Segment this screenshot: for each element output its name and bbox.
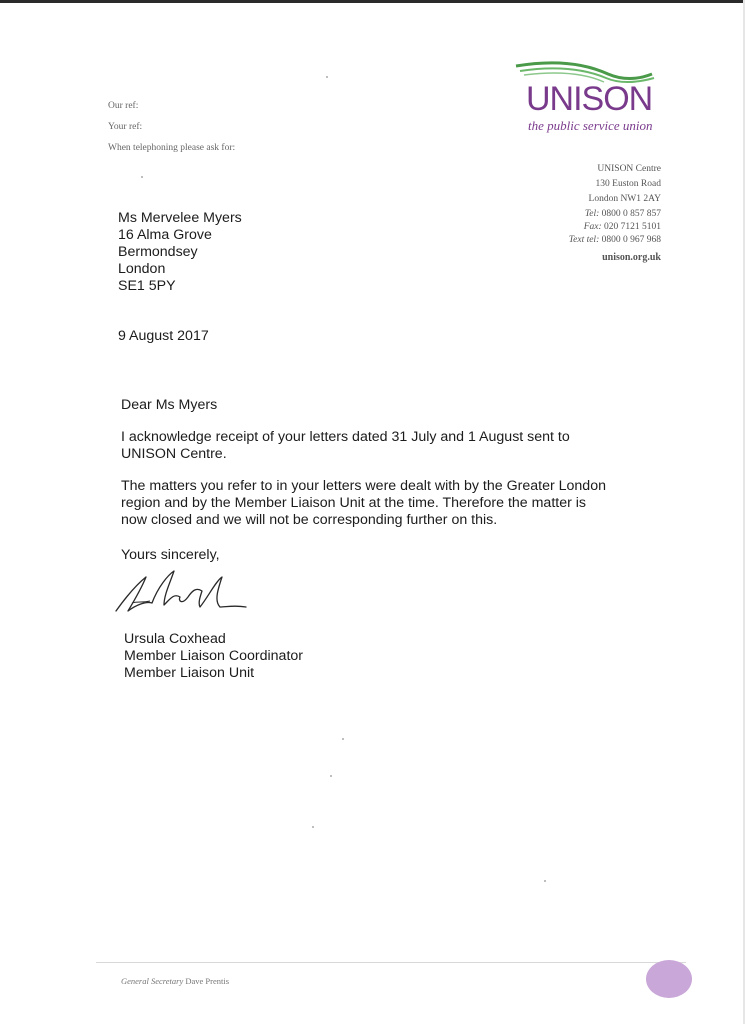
fax-label: Fax: <box>583 222 602 232</box>
general-secretary-label: General Secretary <box>121 976 184 986</box>
general-secretary-name: Dave Prentis <box>185 976 230 986</box>
fax-line <box>569 221 661 234</box>
recipient-line: Bermondsey <box>118 244 198 260</box>
tel-line <box>569 208 661 221</box>
logo-wordmark: UNISON <box>526 80 653 118</box>
text-tel-label: Text tel: <box>568 235 600 245</box>
footer-divider <box>96 962 686 963</box>
footer-general-secretary <box>121 976 229 986</box>
recipient-postcode: SE1 5PY <box>118 278 176 294</box>
your-ref-label: Your ref: <box>108 122 143 132</box>
text-tel-number: 0800 0 967 968 <box>601 235 661 245</box>
recipient-address <box>118 210 242 295</box>
recipient-line: London <box>118 261 166 277</box>
scan-speck <box>141 176 143 178</box>
signatory-name: Ursula Coxhead <box>124 631 226 647</box>
body-paragraph-1 <box>121 429 621 463</box>
sender-address <box>589 162 661 207</box>
signatory-title: Member Liaison Coordinator <box>124 648 304 664</box>
body-line: I acknowledge receipt of your letters dated 31 July and 1 August sent to <box>121 429 570 445</box>
signatory-block <box>124 631 303 682</box>
body-line: region and by the Member Liaison Unit at the time. Therefore the matter is <box>121 495 587 511</box>
reference-block <box>108 96 235 159</box>
sender-contact <box>569 208 661 247</box>
salutation: Dear Ms Myers <box>121 397 218 413</box>
scan-speck <box>330 775 332 777</box>
scan-speck <box>326 76 328 78</box>
recipient-name: Ms Mervelee Myers <box>118 210 242 226</box>
sender-address-line: 130 Euston Road <box>595 179 661 189</box>
sender-address-line: London NW1 2AY <box>588 194 661 204</box>
handwritten-signature <box>112 567 252 621</box>
scan-edge-top <box>0 0 745 3</box>
closing: Yours sincerely, <box>121 547 220 563</box>
unison-logo <box>512 58 672 138</box>
our-ref-label: Our ref: <box>108 101 139 111</box>
signatory-unit: Member Liaison Unit <box>124 665 255 681</box>
website: unison.org.uk <box>602 252 661 263</box>
body-paragraph-2 <box>121 478 621 529</box>
body-line: The matters you refer to in your letters were dealt with by the Greater London <box>121 478 606 494</box>
living-wage-badge-icon <box>646 960 692 998</box>
body-line: UNISON Centre. <box>121 446 227 462</box>
letter-date: 9 August 2017 <box>118 328 209 344</box>
body-line: now closed and we will not be corresponding further on this. <box>121 512 498 528</box>
scan-speck <box>312 826 314 828</box>
tel-number: 0800 0 857 857 <box>601 209 661 219</box>
fax-number: 020 7121 5101 <box>604 222 661 232</box>
tel-label: Tel: <box>584 209 600 219</box>
scan-speck <box>342 738 344 740</box>
text-tel-line <box>569 234 661 247</box>
telephoning-label: When telephoning please ask for: <box>108 143 236 153</box>
logo-tagline: the public service union <box>528 118 653 133</box>
recipient-line: 16 Alma Grove <box>118 227 212 243</box>
sender-address-line: UNISON Centre <box>597 164 661 174</box>
scan-speck <box>544 880 546 882</box>
